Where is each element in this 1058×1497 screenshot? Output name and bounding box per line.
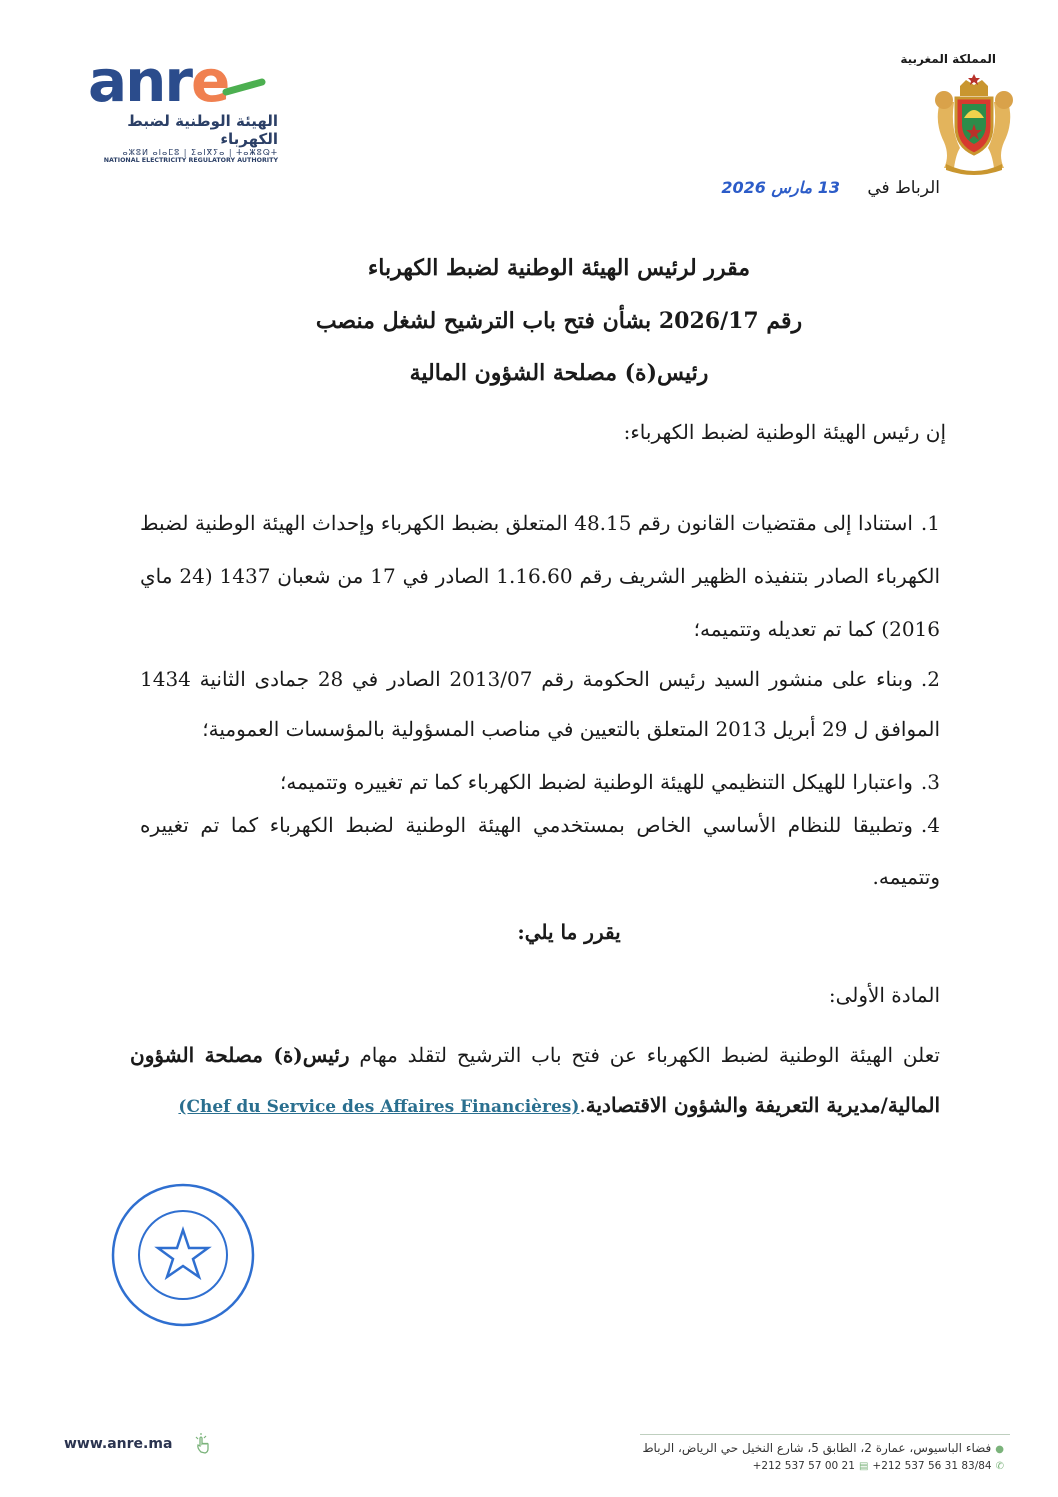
date-line: [721, 178, 940, 198]
footer-address: [642, 1441, 1008, 1455]
item-number: 3.: [920, 770, 940, 794]
date-month: مارس: [771, 178, 813, 197]
address-text: فضاء الباسيوس، عمارة 2، الطابق 5، شارع النخيل حي الرياض، الرباط: [642, 1441, 992, 1455]
article-body: [130, 1030, 940, 1132]
decision-title-line-2: رقم 2026/17 بشأن فتح باب الترشيح لشغل منصب: [315, 308, 803, 334]
considerations-item: [140, 497, 940, 656]
logo-green-swoosh-icon: [218, 78, 268, 98]
footer-divider: [640, 1434, 1010, 1435]
date-day: 13: [817, 178, 840, 197]
considerations-item: [140, 654, 940, 754]
article-text-start: تعلن الهيئة الوطنية لضبط الكهرباء عن فتح باب الترشيح لتقلد مهام: [359, 1043, 940, 1067]
anre-logo: [88, 47, 278, 164]
logo-tifinagh-name: ⴰⵣⵓⵍ ⴰⵏⴰⵎⵓ | ⵉⴰⵏⴳⵢⴰ | ⵜⴰⵥⵓⵕⵜ: [122, 148, 278, 157]
article-text-end: .: [579, 1093, 586, 1117]
date-year: 2026: [721, 178, 766, 197]
website-link[interactable]: www.anre.ma: [64, 1436, 173, 1452]
fax-number: +212 537 57 00 21: [752, 1460, 855, 1472]
decides-heading: يقرر ما يلي:: [517, 920, 621, 944]
intro-statement: إن رئيس الهيئة الوطنية لضبط الكهرباء:: [623, 420, 946, 444]
item-text: وتطبيقا للنظام الأساسي الخاص بمستخدمي الهيئة الوطنية لضبط الكهرباء كما تم تغييره وتتميمه.: [140, 813, 940, 889]
decision-title-line-3: رئيس(ة) مصلحة الشؤون المالية: [409, 360, 709, 386]
coat-of-arms-icon: [926, 72, 1022, 178]
logo-wordmark: anre: [88, 47, 229, 115]
official-stamp-icon: [108, 1180, 258, 1330]
item-text: وبناء على منشور السيد رئيس الحكومة رقم 2013/07 الصادر في 28 جمادى الثانية 1434 الموافق ل 29 أبريل 2013 المتعلق بالتعيين في مناصب المسؤولية بالمؤسسات العمومية؛: [140, 667, 940, 741]
article-position-title: رئيس(ة) مصلحة الشؤون المالية/مديرية التعريفة والشؤون الاقتصادية: [130, 1043, 940, 1117]
article-heading: المادة الأولى:: [828, 983, 940, 1007]
kingdom-label: المملكة المغربية: [900, 52, 996, 66]
date-prefix: الرباط في: [867, 178, 940, 198]
item-text: واعتبارا للهيكل التنظيمي للهيئة الوطنية لضبط الكهرباء كما تم تغييره وتتميمه؛: [280, 770, 913, 794]
location-pin-icon: ●: [995, 1444, 1004, 1455]
item-text: استنادا إلى مقتضيات القانون رقم 48.15 المتعلق بضبط الكهرباء وإحداث الهيئة الوطنية لضبط الكهرباء الصادر بتنفيذه الظهير الشريف رقم 1.16.60 الصادر في 17 من شعبان 1437 (24 ماي 2016) كما تم تعديله وتتميمه؛: [140, 511, 941, 641]
item-number: 1.: [920, 511, 940, 535]
logo-arabic-name: الهيئة الوطنية لضبط الكهرباء: [127, 112, 278, 148]
handwritten-date: [721, 178, 840, 197]
item-number: 2.: [920, 667, 940, 691]
phone-number: +212 537 56 31 83/84: [872, 1460, 992, 1472]
decision-title-line-1: مقرر لرئيس الهيئة الوطنية لضبط الكهرباء: [367, 255, 751, 281]
logo-english-name: NATIONAL ELECTRICITY REGULATORY AUTHORITY: [103, 157, 278, 164]
click-hand-icon: [192, 1432, 216, 1456]
fax-icon: ▤: [858, 1461, 869, 1472]
footer-phones: [753, 1460, 1008, 1472]
article-french-title: (Chef du Service des Affaires Financières): [178, 1097, 580, 1117]
considerations-item: [140, 799, 940, 903]
phone-icon: ✆: [995, 1461, 1004, 1472]
item-number: 4.: [920, 813, 940, 837]
